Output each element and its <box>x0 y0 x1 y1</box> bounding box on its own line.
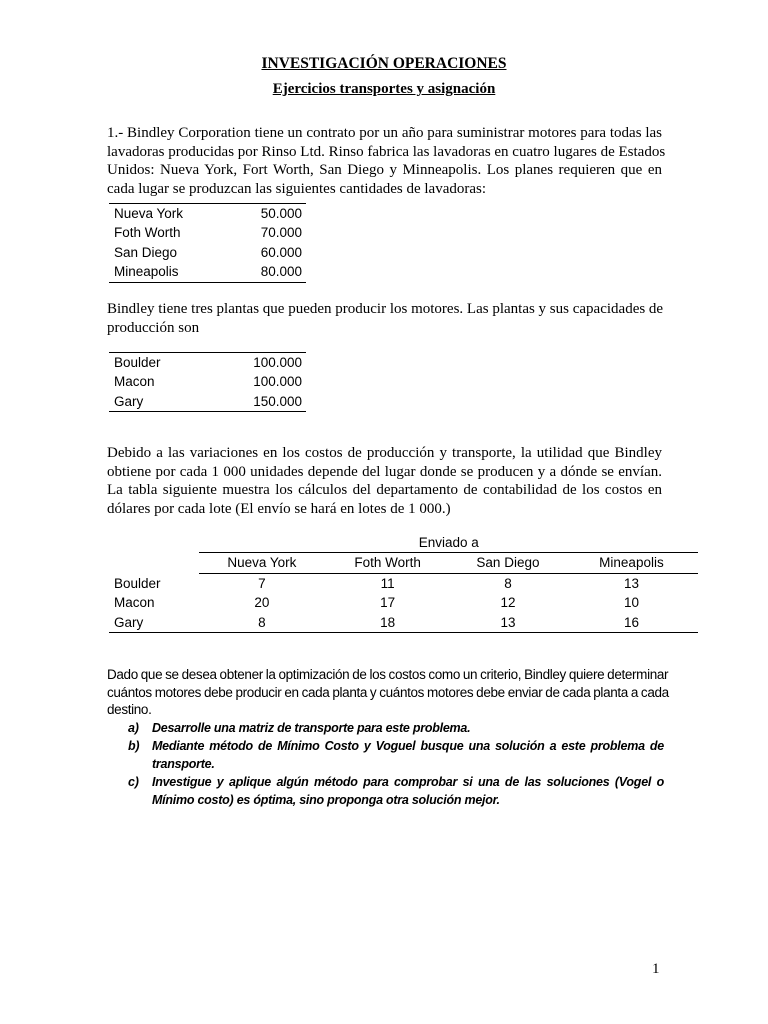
demand-table <box>109 203 306 283</box>
table-row <box>109 593 698 612</box>
page-number: 1 <box>652 961 660 977</box>
cost-cell: 13 <box>451 613 565 633</box>
demand-value: 80.000 <box>226 262 306 282</box>
text-line: cuántos motores debe producir en cada planta y cuántos motores debe enviar de cada planta a cada <box>107 684 669 700</box>
column-header: Mineapolis <box>565 553 698 573</box>
demand-value: 50.000 <box>226 204 306 224</box>
text-line: La tabla siguiente muestra los cálculos del departamento de contabilidad de los costos en <box>107 482 662 499</box>
table-header-row <box>109 533 698 553</box>
table-row <box>109 392 306 412</box>
list-item <box>128 737 664 773</box>
column-header: Nueva York <box>199 553 324 573</box>
text-line: Bindley tiene tres plantas que pueden producir los motores. Las plantas y sus capacidades de <box>107 301 664 317</box>
row-label: Macon <box>114 595 155 611</box>
text-line: dólares por cada lote (El envío se hará en lotes de 1 000.) <box>107 500 451 517</box>
location-label: Mineapolis <box>109 262 226 282</box>
text-line: Unidos: Nueva York, Fort Worth, San Diego y Minneapolis. Los planes requieren que en <box>107 162 662 179</box>
location-label: Foth Worth <box>114 225 181 241</box>
question-list <box>128 719 664 809</box>
question-label: a) <box>128 721 139 735</box>
column-header: Foth Worth <box>324 553 451 573</box>
capacity-value: 150.000 <box>202 392 306 412</box>
location-label: Nueva York <box>109 204 226 224</box>
table-row <box>109 204 306 224</box>
cost-cell: 7 <box>258 575 266 591</box>
demand-value: 60.000 <box>260 244 302 260</box>
question-text: Investigue y aplique algún método para comprobar si una de las soluciones (Vogel o Mínimo costo) es óptima, sino proponga otra solución mejor. <box>152 775 664 807</box>
text-line: obtiene por cada 1 000 unidades depende del lugar donde se producen y a dónde se envían. <box>107 463 662 480</box>
cost-cell: 12 <box>500 595 516 611</box>
document-subtitle: Ejercicios transportes y asignación <box>272 81 496 97</box>
group-header: Enviado a <box>199 533 698 553</box>
plant-label: Gary <box>109 392 202 412</box>
capacity-value: 100.000 <box>253 374 302 390</box>
plant-label: Boulder <box>109 353 202 373</box>
table-row <box>109 573 698 593</box>
empty-header-cell <box>109 533 199 553</box>
document-title: INVESTIGACIÓN OPERACIONES <box>261 55 507 72</box>
table-row <box>109 223 306 242</box>
cost-cell: 17 <box>380 595 396 611</box>
text-line: Debido a las variaciones en los costos de producción y transporte, la utilidad que Bindley <box>107 445 662 461</box>
question-text: Mediante método de Mínimo Costo y Voguel busque una solución a este problema de transporte. <box>152 739 664 771</box>
demand-value: 70.000 <box>260 225 302 241</box>
cost-cell: 16 <box>565 613 698 633</box>
list-item <box>128 773 664 809</box>
plant-label: Macon <box>114 374 155 390</box>
row-label: Gary <box>109 613 199 633</box>
cost-cell: 18 <box>324 613 451 633</box>
question-label: c) <box>128 775 139 789</box>
cost-cell: 11 <box>380 575 395 591</box>
location-label: San Diego <box>114 244 178 260</box>
table-row <box>109 372 306 391</box>
question-text: Desarrolle una matriz de transporte para este problema. <box>152 721 471 735</box>
question-label: b) <box>128 739 140 753</box>
cost-table <box>109 533 698 633</box>
text-line: destino. <box>107 702 152 718</box>
table-row <box>109 613 698 633</box>
cost-cell: 10 <box>623 595 639 611</box>
row-label: Boulder <box>114 575 161 591</box>
text-line: lavadoras producidas por Rinso Ltd. Rinso fabrica las lavadoras en cuatro lugares de Estados <box>107 143 666 160</box>
list-item <box>128 719 664 737</box>
objective-paragraph <box>107 666 669 719</box>
cost-cell: 20 <box>254 595 270 611</box>
cost-cell: 13 <box>623 575 639 591</box>
table-header-row <box>109 553 698 573</box>
cost-cell: 8 <box>504 575 512 591</box>
text-line: cada lugar se produzcan las siguientes cantidades de lavadoras: <box>107 180 487 197</box>
table-row <box>109 262 306 282</box>
table-row <box>109 243 306 262</box>
plants-paragraph <box>107 300 662 337</box>
empty-header-cell <box>109 553 199 573</box>
supply-table <box>109 352 306 412</box>
text-line: producción son <box>107 319 200 336</box>
table-row <box>109 353 306 373</box>
costs-paragraph <box>107 444 662 518</box>
capacity-value: 100.000 <box>202 353 306 373</box>
cost-cell: 8 <box>199 613 324 633</box>
text-line: 1.- Bindley Corporation tiene un contrato por un año para suministrar motores para todas las <box>107 125 662 141</box>
intro-paragraph <box>107 124 666 198</box>
text-line: Dado que se desea obtener la optimización de los costos como un criterio, Bindley quiere determinar <box>107 667 669 682</box>
column-header: San Diego <box>451 553 565 573</box>
